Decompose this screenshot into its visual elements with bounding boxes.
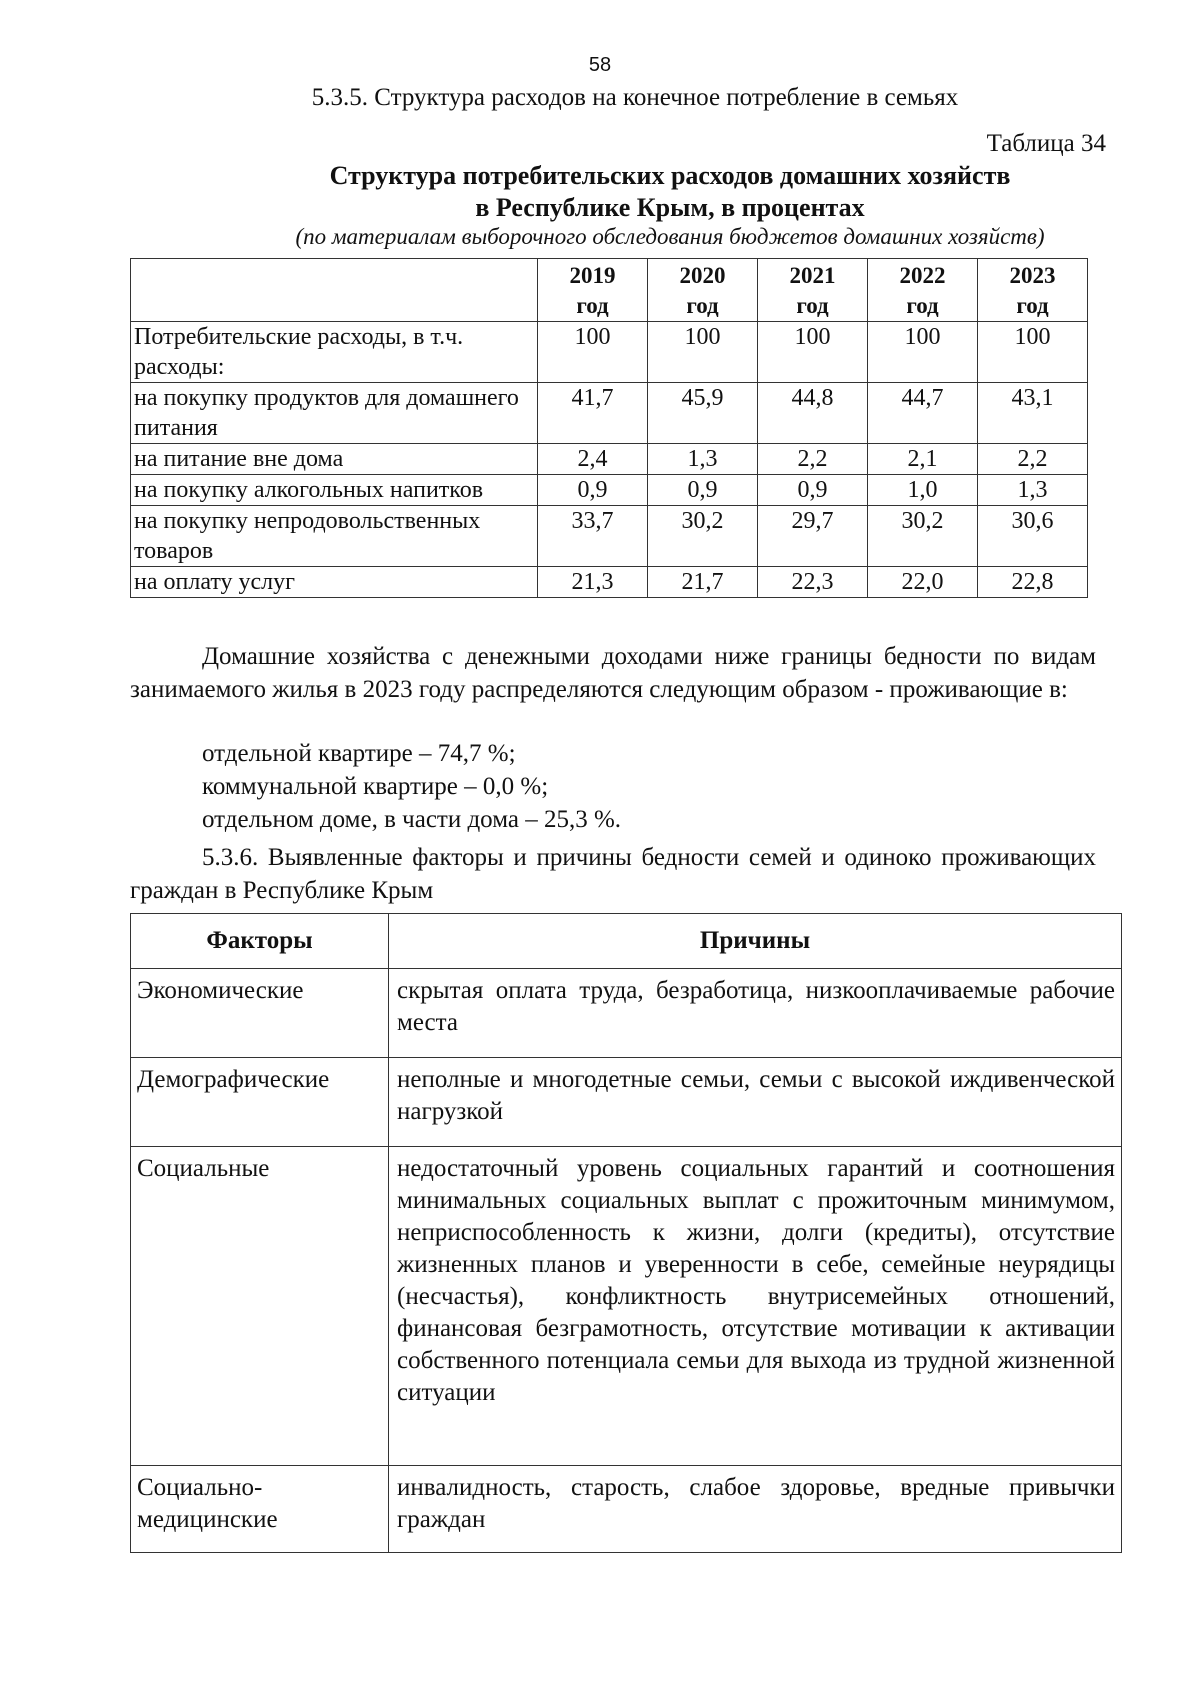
cell-value: 44,7	[868, 383, 978, 444]
list-item: отдельном доме, в части дома – 25,3 %.	[202, 806, 622, 833]
table-row	[131, 969, 1122, 1058]
table-row	[131, 475, 1088, 506]
reason-cell: инвалидность, старость, слабое здоровье, вредные привычки граждан	[389, 1466, 1122, 1553]
consumer-expenditure-table	[130, 258, 1088, 598]
page-number: 58	[588, 54, 612, 76]
reason-cell: недостаточный уровень социальных гарантий и соотношения минимальных социальных выплат с прожиточным минимумом, неприспособленность к жизни, долги (кредиты), отсутствие жизненных планов и уверенности в себе, семейные неурядицы (несчастья), конфликтность внутрисемейных отношений, финансовая безграмотность, отсутствие мотивации к активации собственного потенциала семьи для выхода из трудной жизненной ситуации	[389, 1147, 1122, 1466]
list-item: коммунальной квартире – 0,0 %;	[202, 773, 549, 800]
row-label: на покупку продуктов для домашнего питания	[131, 383, 538, 444]
cell-value: 2,2	[978, 444, 1088, 475]
table-row	[131, 444, 1088, 475]
cell-value: 2,1	[868, 444, 978, 475]
cell-value: 21,7	[648, 567, 758, 598]
factor-cell: Социальные	[131, 1147, 389, 1466]
header-year-2023: 2023 год	[978, 259, 1088, 322]
cell-value: 2,2	[758, 444, 868, 475]
row-label: на оплату услуг	[131, 567, 538, 598]
table-header-row	[131, 914, 1122, 969]
cell-value: 2,4	[538, 444, 648, 475]
cell-value: 44,8	[758, 383, 868, 444]
cell-value: 100	[648, 322, 758, 383]
cell-value: 1,3	[648, 444, 758, 475]
header-reasons: Причины	[389, 914, 1122, 969]
cell-value: 0,9	[758, 475, 868, 506]
cell-value: 100	[868, 322, 978, 383]
reason-cell: неполные и многодетные семьи, семьи с высокой иждивенческой нагрузкой	[389, 1058, 1122, 1147]
cell-value: 22,0	[868, 567, 978, 598]
header-year-2022: 2022 год	[868, 259, 978, 322]
table-row	[131, 383, 1088, 444]
header-empty-cell	[131, 259, 538, 322]
cell-value: 100	[758, 322, 868, 383]
factor-cell: Демографические	[131, 1058, 389, 1147]
table-row	[131, 1147, 1122, 1466]
reason-cell: скрытая оплата труда, безработица, низкооплачиваемые рабочие места	[389, 969, 1122, 1058]
cell-value: 30,2	[868, 506, 978, 567]
row-label: на покупку алкогольных напитков	[131, 475, 538, 506]
cell-value: 29,7	[758, 506, 868, 567]
table-row	[131, 567, 1088, 598]
poverty-factors-table	[130, 913, 1122, 1553]
cell-value: 43,1	[978, 383, 1088, 444]
table-title-line2: в Республике Крым, в процентах	[475, 193, 865, 222]
section-title-5-3-5: 5.3.5. Структура расходов на конечное потребление в семьях	[311, 84, 959, 111]
row-label: Потребительские расходы, в т.ч. расходы:	[131, 322, 538, 383]
cell-value: 100	[538, 322, 648, 383]
table-row	[131, 1466, 1122, 1553]
cell-value: 0,9	[648, 475, 758, 506]
cell-value: 21,3	[538, 567, 648, 598]
table-row	[131, 322, 1088, 383]
factor-cell: Экономические	[131, 969, 389, 1058]
table-row	[131, 1058, 1122, 1147]
housing-list	[202, 737, 621, 836]
table-title-line1: Структура потребительских расходов домашних хозяйств	[329, 161, 1011, 190]
row-label: на покупку непродовольственных товаров	[131, 506, 538, 567]
cell-value: 22,8	[978, 567, 1088, 598]
cell-value: 0,9	[538, 475, 648, 506]
table-subtitle: (по материалам выборочного обследования бюджетов домашних хозяйств)	[295, 224, 1045, 249]
header-year-2019: 2019 год	[538, 259, 648, 322]
section-title-5-3-6: 5.3.6. Выявленные факторы и причины бедности семей и одиноко проживающих граждан в Республике Крым	[130, 844, 1096, 904]
table-number: Таблица 34	[986, 130, 1106, 157]
cell-value: 45,9	[648, 383, 758, 444]
header-year-2020: 2020 год	[648, 259, 758, 322]
cell-value: 22,3	[758, 567, 868, 598]
cell-value: 33,7	[538, 506, 648, 567]
list-item: отдельной квартире – 74,7 %;	[202, 740, 516, 767]
cell-value: 1,3	[978, 475, 1088, 506]
table-header-row	[131, 259, 1088, 322]
table-title	[0, 160, 1200, 224]
header-factors: Факторы	[131, 914, 389, 969]
cell-value: 1,0	[868, 475, 978, 506]
cell-value: 41,7	[538, 383, 648, 444]
cell-value: 30,2	[648, 506, 758, 567]
factor-cell: Социально-медицинские	[131, 1466, 389, 1553]
header-year-2021: 2021 год	[758, 259, 868, 322]
paragraph-housing: Домашние хозяйства с денежными доходами ниже границы бедности по видам занимаемого жилья в 2023 году распределяются следующим образом - проживающие в:	[130, 643, 1096, 703]
cell-value: 30,6	[978, 506, 1088, 567]
cell-value: 100	[978, 322, 1088, 383]
row-label: на питание вне дома	[131, 444, 538, 475]
table-row	[131, 506, 1088, 567]
